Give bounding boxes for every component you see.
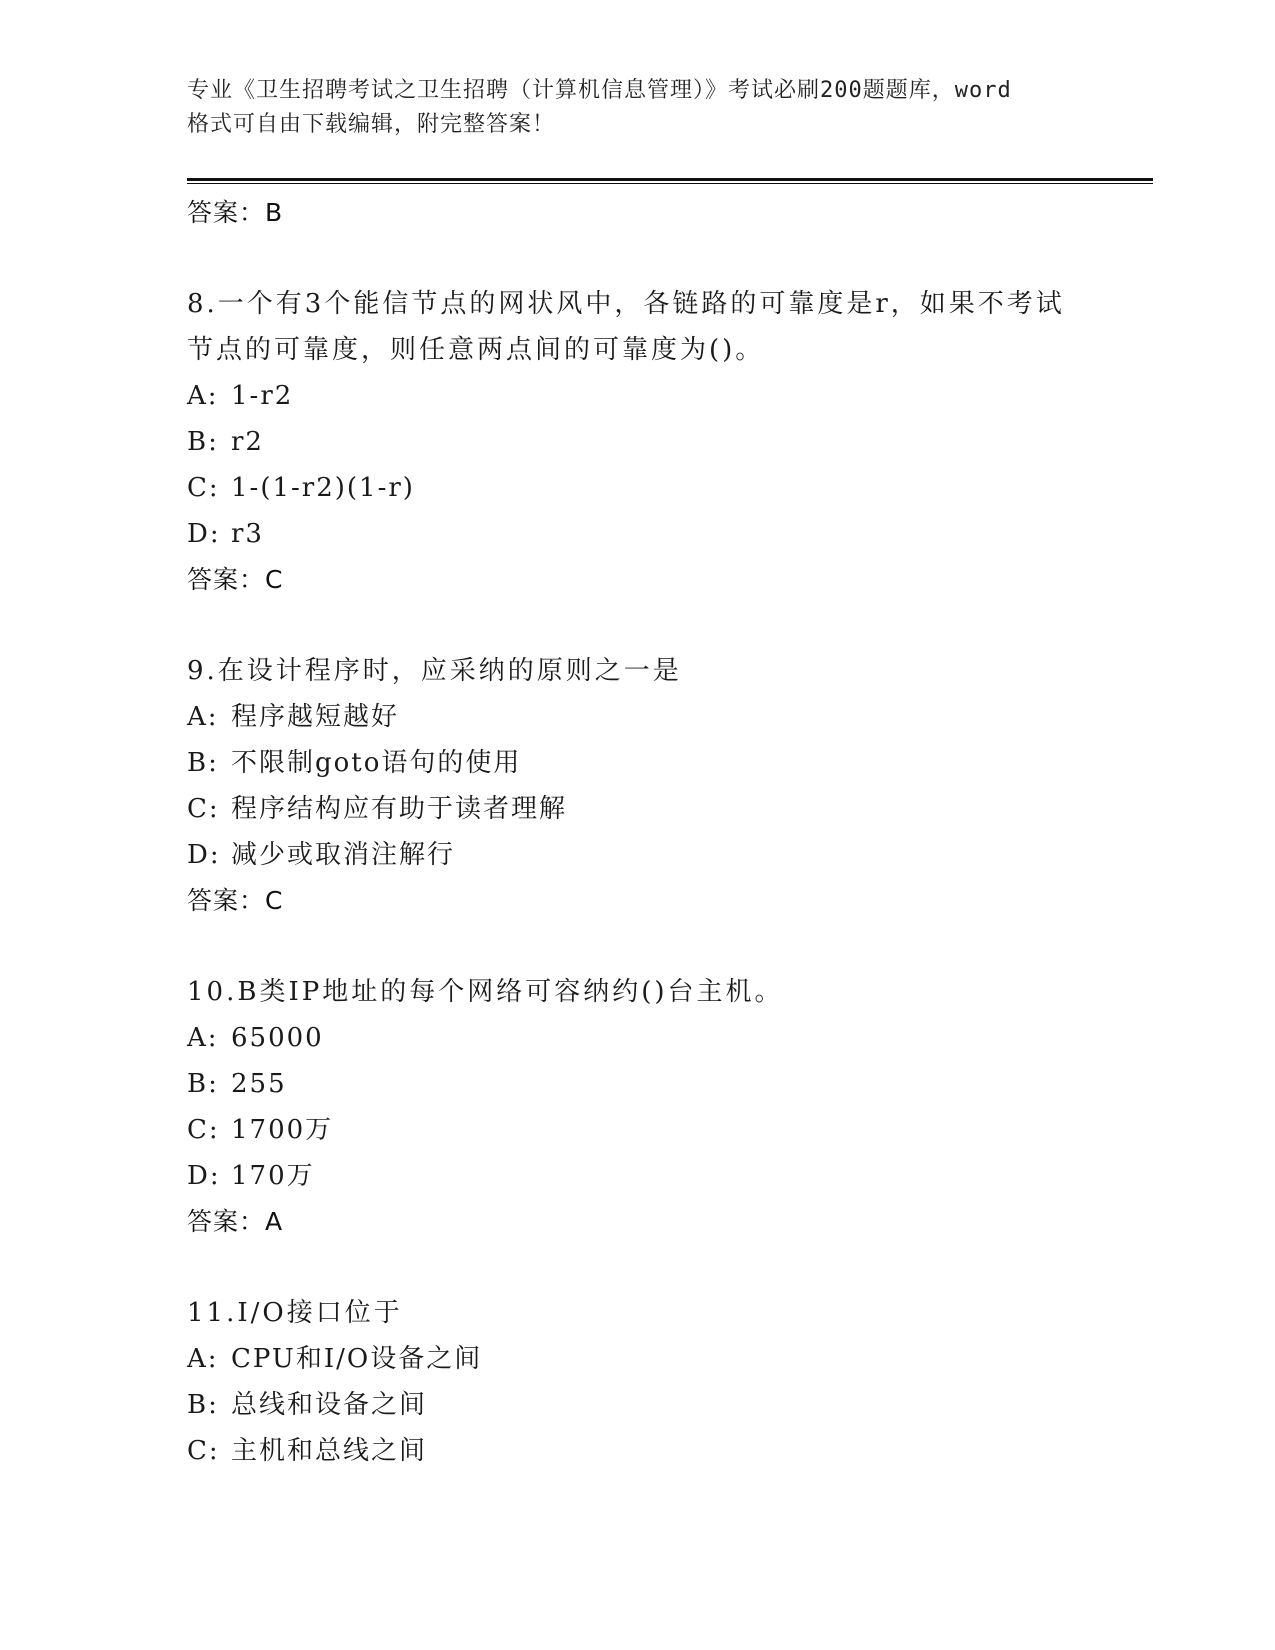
option-letter: C: — [187, 1436, 220, 1466]
question-10 — [187, 969, 1087, 1245]
question-9 — [187, 648, 1087, 924]
option-text: 255 — [231, 1069, 287, 1099]
question-stem-line: 10.B类IP地址的每个网络可容纳约()台主机。 — [187, 977, 784, 1007]
option-text: 1700万 — [231, 1115, 334, 1145]
option-text: r2 — [231, 427, 264, 457]
document-header — [187, 74, 1087, 142]
option-text: 170万 — [231, 1161, 315, 1191]
question-stem-line: 8.一个有3个能信节点的网状风中，各链路的可靠度是r，如果不考试 — [187, 289, 1065, 319]
option-text: r3 — [231, 519, 264, 549]
option-letter: B: — [187, 1390, 219, 1420]
option-letter: A: — [187, 1344, 219, 1374]
question-stem-line: 9.在设计程序时，应采纳的原则之一是 — [187, 656, 682, 686]
option-letter: D: — [187, 840, 221, 870]
option-a — [187, 373, 1087, 419]
option-letter: A: — [187, 702, 219, 732]
answer-line: 答案：B — [187, 198, 284, 227]
option-c — [187, 465, 1087, 511]
header-line-1: 专业《卫生招聘考试之卫生招聘（计算机信息管理）》考试必刷200题题库，word — [187, 78, 1012, 103]
option-text: 65000 — [231, 1023, 324, 1053]
option-c — [187, 1107, 1087, 1153]
question-stem — [187, 969, 1067, 1015]
header-divider-thin — [187, 183, 1153, 184]
option-letter: A: — [187, 1023, 219, 1053]
option-text: 程序越短越好 — [231, 702, 400, 732]
option-letter: C: — [187, 794, 220, 824]
question-stem-line: 节点的可靠度，则任意两点间的可靠度为()。 — [187, 335, 765, 365]
option-a — [187, 1015, 1087, 1061]
option-letter: B: — [187, 748, 219, 778]
answer-line: 答案：C — [187, 565, 284, 594]
option-text: 1-r2 — [231, 381, 294, 411]
option-b — [187, 740, 1087, 786]
option-letter: D: — [187, 519, 221, 549]
option-c — [187, 786, 1087, 832]
question-8 — [187, 281, 1087, 603]
question-stem — [187, 648, 1067, 694]
option-d — [187, 1153, 1087, 1199]
option-letter: C: — [187, 1115, 220, 1145]
answer-line: 答案：A — [187, 1207, 284, 1236]
option-a — [187, 694, 1087, 740]
option-a — [187, 1336, 1087, 1382]
option-letter: B: — [187, 1069, 219, 1099]
header-line-2: 格式可自由下载编辑，附完整答案！ — [187, 112, 556, 137]
option-d — [187, 832, 1087, 878]
question-stem — [187, 1290, 1067, 1336]
option-text: 程序结构应有助于读者理解 — [231, 794, 568, 824]
option-b — [187, 1061, 1087, 1107]
question-stem — [187, 281, 1067, 373]
option-text: 1-(1-r2)(1-r) — [231, 473, 415, 503]
option-text: 总线和设备之间 — [231, 1390, 428, 1420]
option-text: 减少或取消注解行 — [231, 840, 456, 870]
option-letter: D: — [187, 1161, 221, 1191]
question-stem-line: 11.I/O接口位于 — [187, 1298, 403, 1328]
answer-line: 答案：C — [187, 886, 284, 915]
option-letter: B: — [187, 427, 219, 457]
option-b — [187, 419, 1087, 465]
question-list — [187, 190, 1087, 1474]
question-11 — [187, 1290, 1087, 1474]
option-c — [187, 1428, 1087, 1474]
option-b — [187, 1382, 1087, 1428]
header-divider-thick — [187, 178, 1153, 181]
option-letter: C: — [187, 473, 220, 503]
option-text: CPU和I/O设备之间 — [231, 1344, 483, 1374]
option-text: 主机和总线之间 — [231, 1436, 428, 1466]
option-letter: A: — [187, 381, 219, 411]
option-d — [187, 511, 1087, 557]
option-text: 不限制goto语句的使用 — [231, 748, 522, 778]
